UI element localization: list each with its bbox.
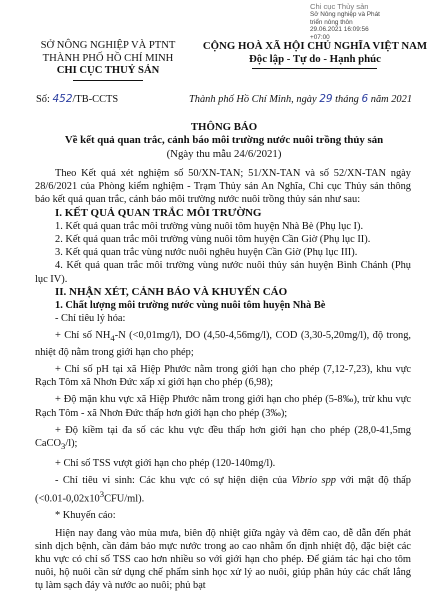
date-line (189, 93, 412, 105)
bio-mid: với mật độ thấp (<0.01-0,02x10 (35, 475, 411, 505)
date-month-handwritten: 6 (361, 93, 369, 105)
document-number-prefix: Số: (36, 94, 50, 105)
agency-line-2: THÀNH PHỐ HỒ CHÍ MINH (42, 52, 174, 64)
bio-sup: 3 (99, 488, 105, 499)
section-1-heading: I. KẾT QUẢ QUAN TRẮC MÔI TRƯỜNG (55, 206, 262, 219)
section-2-heading: II. NHẬN XÉT, CẢNH BÁO VÀ KHUYẾN CÁO (55, 285, 288, 298)
signature-line-4: 29.06.2021 16:09:56 (310, 26, 369, 34)
bullet-salinity: + Độ mặn khu vực xã Hiệp Phước nằm trong giới hạn cho phép (5-8‰), trừ khu vực Rạch Tôm - xã Nhơn Đức thấp hơn giới hạn cho phép (3‰); (35, 394, 411, 419)
title-line-1: THÔNG BÁO (190, 121, 258, 133)
bio-paragraph (35, 474, 411, 505)
motto-underline (252, 68, 377, 69)
bullet-nh4-sub: 4 (110, 333, 115, 344)
bullet-nh4 (35, 329, 411, 358)
bullet-nh4-rest: -N (<0,01mg/l), DO (4,50-4,56mg/l), COD (3,30-5,20mg/l), độ trong, nhiệt độ nằm trong giới hạn cho phép; (35, 330, 411, 358)
document-body (35, 167, 411, 593)
date-prefix: Thành phố Hồ Chí Minh, ngày (189, 94, 317, 105)
title-line-3: (Ngày thu mẫu 24/6/2021) (166, 147, 282, 160)
bullet-alkalinity-pre: + Độ kiềm tại đa số các khu vực đều thấp hơn giới hạn cho phép (28,0-41,5mg CaCO (35, 424, 411, 449)
section-1-item: 3. Kết quả quan trắc vùng nước nuôi nghêu huyện Cần Giờ (Phụ lục III). (55, 247, 358, 259)
section-1-item: 1. Kết quả quan trắc môi trường vùng nuôi tôm huyện Nhà Bè (Phụ lục I). (55, 220, 364, 232)
agency-underline (73, 80, 143, 81)
agency-line-3: CHI CỤC THUỶ SẢN (56, 65, 160, 77)
bullet-alkalinity-sub: 3 (60, 441, 66, 452)
document-title (22, 121, 426, 161)
national-header (196, 40, 434, 67)
bullet-alkalinity (35, 424, 411, 453)
bio-pre: - Chỉ tiêu vi sinh: Các khu vực có sự hiện diện của (55, 475, 292, 487)
intro-paragraph: Theo Kết quả xét nghiệm số 50/XN-TAN; 51/XN-TAN và số 52/XN-TAN ngày 28/6/2021 của Phòng kiểm nghiệm - Trạm Thủy sản An Nghĩa, Chi cục Thủy sản thông báo kết quả quan trắc, cảnh báo môi trường nước nuôi trồng thủy sản như sau: (35, 168, 411, 206)
national-motto: Độc lập - Tự do - Hạnh phúc (249, 53, 381, 66)
document-number (36, 93, 118, 105)
digital-signature (310, 2, 442, 41)
signature-line-3: triển nông thôn (310, 18, 353, 26)
national-title: CỘNG HOÀ XÃ HỘI CHỦ NGHĨA VIỆT NAM (202, 40, 428, 52)
bullet-alkalinity-post: /l); (65, 437, 78, 449)
chem-label: - Chỉ tiêu lý hóa: (55, 313, 126, 325)
date-month-prefix: tháng (335, 94, 359, 105)
subsection-1-heading: 1. Chất lượng môi trường nước vùng nuôi tôm huyện Nhà Bè (55, 300, 326, 312)
agency-header (22, 40, 194, 78)
signature-line-2: Sở Nông nghiệp và Phát (310, 11, 380, 18)
title-line-2: Về kết quả quan trắc, cảnh báo môi trường nước nuôi trồng thủy sản (64, 134, 384, 147)
date-year: năm 2021 (370, 94, 413, 105)
date-day-handwritten: 29 (319, 93, 333, 105)
bullet-ph: + Chỉ số pH tại xã Hiệp Phước nằm trong giới hạn cho phép (7,12-7,23), khu vực Rạch Tôm xã Nhơn Đức xấp xỉ giới hạn cho phép (6,98); (35, 363, 411, 389)
signature-line-1: Chi cục Thủy sản (310, 2, 369, 11)
signature-line-5: +07:00 (310, 33, 330, 41)
bio-vibrio: Vibrio spp (291, 475, 336, 487)
bio-post: CFU/ml). (104, 493, 145, 505)
document-number-handwritten: 452 (52, 93, 73, 105)
section-1-item: 2. Kết quả quan trắc môi trường vùng nuôi tôm huyện Cần Giờ (Phụ lục II). (55, 234, 371, 246)
advice-paragraph: Hiện nay đang vào mùa mưa, biên độ nhiệt giữa ngày và đêm cao, dễ dẫn đến phát sinh dịch bệnh, cần đảm bảo mực nước trong ao cao nhằm ổn định nhiệt độ, đặc biệt các khu vực có chỉ số TSS cao hơn nhiều so với giới hạn cho phép. Để giảm tác hại cho tôm nuôi, hộ nuôi cần sử dụng chế phẩm sinh học xử lý ao nuôi, giúp phân hủy các chất lắng tụ làm sạch đáy và nước ao nuôi; phủ bạt (35, 527, 411, 592)
document-number-suffix: /TB-CCTS (72, 94, 119, 105)
agency-line-1: SỞ NÔNG NGHIỆP VÀ PTNT (40, 40, 176, 51)
bullet-tss: + Chỉ số TSS vượt giới hạn cho phép (120-140mg/l). (55, 458, 276, 470)
bullet-nh4-pre: + Chỉ số NH (55, 330, 111, 342)
advice-label: * Khuyến cáo: (55, 510, 116, 522)
section-1-item: 4. Kết quả quan trắc môi trường vùng nước nuôi thủy sản huyện Bình Chánh (Phụ lục IV). (35, 260, 411, 285)
